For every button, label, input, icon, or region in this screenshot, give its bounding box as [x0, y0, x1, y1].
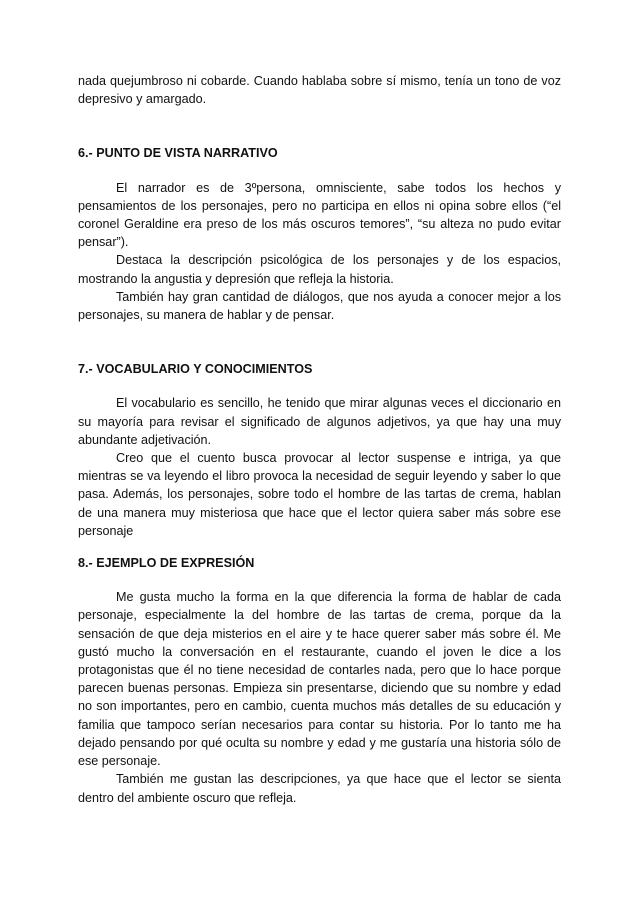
- section-6-paragraph-3: También hay gran cantidad de diálogos, que nos ayuda a conocer mejor a los personajes, su manera de hablar y de pensar.: [78, 289, 561, 323]
- section-8-heading: 8.- EJEMPLO DE EXPRESIÓN: [78, 556, 255, 571]
- section-6-paragraph-2: Destaca la descripción psicológica de los personajes y de los espacios, mostrando la angustia y depresión que refleja la historia.: [78, 253, 561, 286]
- spacer: [78, 163, 561, 179]
- spacer: [78, 108, 561, 144]
- section-6-paragraph-1: El narrador es de 3ºpersona, omnisciente, sabe todos los hechos y pensamientos de los personajes, pero no participa en ellos ni opina sobre ellos (“el coronel Geraldine era preso de los más oscuros temores”, “su alteza no pudo evitar pensar”).: [78, 180, 561, 250]
- section-8-paragraph-1: Me gusta mucho la forma en la que diferencia la forma de hablar de cada personaje, especialmente la del hombre de las tartas de crema, porque da la sensación de que deja misterios en el aire y te hace querer saber más sobre él. Me gustó mucho la conversación en el restaurante, cuando el joven le dice a los protagonistas que él no tiene necesidad de contarles nada, pero que lo hace porque parecen buenas personas. Empieza sin presentarse, diciendo que su nombre y edad no son importantes, pero en cambio, cuenta muchos más detalles de su educación y familia que tampoco serían necesarios para contar su historia. Por lo tanto me ha dejado pensando por qué oculta su nombre y edad y me gustaría una historia sólo de ese personaje.: [78, 590, 561, 769]
- spacer: [78, 378, 561, 394]
- section-7-paragraph-2: Creo que el cuento busca provocar al lector suspense e intriga, ya que mientras se va leyendo el libro provoca la necesidad de seguir leyendo y saber lo que pasa. Además, los personajes, sobre todo el hombre de las tartas de crema, hablan de una manera muy misteriosa que hace que el lector quiera saber más sobre ese personaje: [78, 451, 561, 538]
- section-7-heading: 7.- VOCABULARIO Y CONOCIMIENTOS: [78, 362, 313, 377]
- section-6-heading: 6.- PUNTO DE VISTA NARRATIVO: [78, 146, 278, 161]
- spacer: [78, 540, 561, 554]
- document-page: [78, 72, 561, 807]
- spacer: [78, 572, 561, 588]
- section-7-paragraph-1: El vocabulario es sencillo, he tenido que mirar algunas veces el diccionario en su mayoría para revisar el significado de algunos adjetivos, ya que hay una muy abundante adjetivación.: [78, 396, 561, 447]
- intro-paragraph: nada quejumbroso ni cobarde. Cuando hablaba sobre sí mismo, tenía un tono de voz depresivo y amargado.: [78, 74, 561, 107]
- section-8-paragraph-2: También me gustan las descripciones, ya que hace que el lector se sienta dentro del ambiente oscuro que refleja.: [78, 772, 561, 805]
- spacer: [78, 324, 561, 360]
